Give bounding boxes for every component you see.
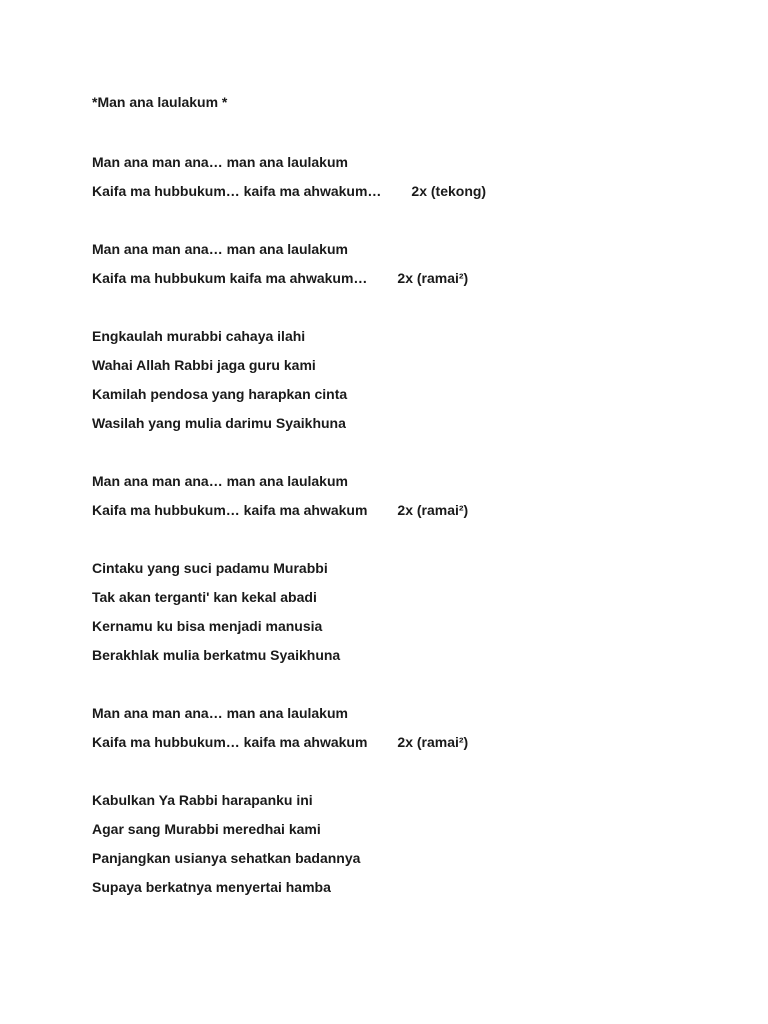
lyric-line: [92, 641, 708, 670]
stanza: [92, 699, 708, 757]
lyric-text: Panjangkan usianya sehatkan badannya: [92, 850, 361, 866]
lyric-line: [92, 873, 708, 902]
lyric-text: Agar sang Murabbi meredhai kami: [92, 821, 321, 837]
repeat-note: 2x (tekong): [411, 183, 487, 199]
lyric-text: Berakhlak mulia berkatmu Syaikhuna: [92, 647, 341, 663]
lyric-line: [92, 380, 708, 409]
lyric-text: Tak akan terganti' kan kekal abadi: [92, 589, 317, 605]
stanza: [92, 235, 708, 293]
lyric-line: [92, 699, 708, 728]
lyric-text: Kernamu ku bisa menjadi manusia: [92, 618, 323, 634]
lyric-line: [92, 612, 708, 641]
lyric-text: Man ana man ana… man ana laulakum: [92, 473, 348, 489]
lyric-text: Man ana man ana… man ana laulakum: [92, 154, 348, 170]
stanza: [92, 148, 708, 206]
lyric-text: Kaifa ma hubbukum… kaifa ma ahwakum: [92, 502, 368, 518]
lyric-text: Wasilah yang mulia darimu Syaikhuna: [92, 415, 346, 431]
lyric-text: Kamilah pendosa yang harapkan cinta: [92, 386, 348, 402]
stanza-list: [92, 148, 708, 902]
stanza: [92, 467, 708, 525]
lyric-text: Man ana man ana… man ana laulakum: [92, 241, 348, 257]
lyric-line: [92, 322, 708, 351]
lyric-line: [92, 351, 708, 380]
lyric-line: [92, 728, 708, 757]
lyric-line: [92, 177, 708, 206]
lyric-line: [92, 496, 708, 525]
lyric-line: [92, 235, 708, 264]
stanza: [92, 786, 708, 902]
repeat-note: 2x (ramai²): [397, 734, 469, 750]
stanza: [92, 322, 708, 438]
lyric-line: [92, 844, 708, 873]
document-title: *Man ana laulakum *: [92, 94, 228, 110]
lyric-line: [92, 786, 708, 815]
repeat-note: 2x (ramai²): [397, 270, 469, 286]
lyric-text: Wahai Allah Rabbi jaga guru kami: [92, 357, 316, 373]
repeat-note: 2x (ramai²): [397, 502, 469, 518]
lyric-line: [92, 583, 708, 612]
lyric-text: Man ana man ana… man ana laulakum: [92, 705, 348, 721]
lyric-line: [92, 554, 708, 583]
lyric-text: Engkaulah murabbi cahaya ilahi: [92, 328, 306, 344]
lyric-line: [92, 815, 708, 844]
lyric-text: Kaifa ma hubbukum kaifa ma ahwakum…: [92, 270, 368, 286]
lyric-text: Kabulkan Ya Rabbi harapanku ini: [92, 792, 313, 808]
lyric-line: [92, 264, 708, 293]
lyric-text: Kaifa ma hubbukum… kaifa ma ahwakum: [92, 734, 368, 750]
lyric-line: [92, 409, 708, 438]
lyric-text: Cintaku yang suci padamu Murabbi: [92, 560, 328, 576]
lyric-line: [92, 467, 708, 496]
stanza: [92, 554, 708, 670]
lyric-line: [92, 148, 708, 177]
lyric-text: Supaya berkatnya menyertai hamba: [92, 879, 331, 895]
lyric-text: Kaifa ma hubbukum… kaifa ma ahwakum…: [92, 183, 382, 199]
